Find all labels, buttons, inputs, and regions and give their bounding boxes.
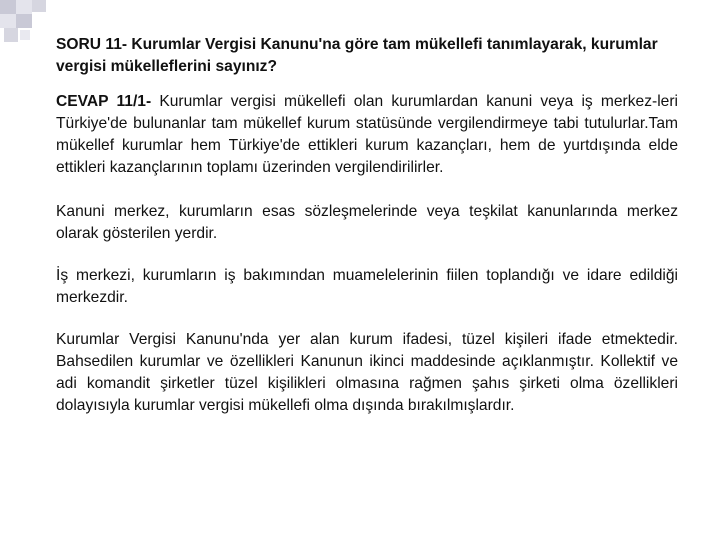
paragraph-kanuni-merkez: Kanuni merkez, kurumların esas sözleşmelerinde veya teşkilat kanunlarında merkez olarak gösterilen yerdir. <box>56 203 678 242</box>
answer-paragraph <box>56 91 678 179</box>
text-content <box>56 34 678 437</box>
question-text: SORU 11- Kurumlar Vergisi Kanunu'na göre tam mükellefi tanımlayarak, kurumlar vergisi mükelleflerini sayınız? <box>56 36 658 75</box>
answer-label: CEVAP 11/1- <box>56 93 152 110</box>
paragraph-is-merkezi: İş merkezi, kurumların iş bakımından muamelelerinin fiilen toplandığı ve idare edildiği merkezdir. <box>56 267 678 306</box>
paragraph-kurum-ifadesi: Kurumlar Vergisi Kanunu'nda yer alan kurum ifadesi, tüzel kişileri ifade etmektedir. Bahsedilen kurumlar ve özellikleri Kanunun ikinci maddesinde açıklanmıştır. Kollektif ve adi komandit şirketler tüzel kişilikleri olmasına rağmen şahıs şirketi olma özellikleri dolayısıyla kurumlar vergisi mükellefi olma dışında bırakılmışlardır. <box>56 331 678 414</box>
checker-decoration <box>0 0 60 48</box>
answer-text: Kurumlar vergisi mükellefi olan kurumlardan kanuni veya iş merkez-leri Türkiye'de bulunanlar tam mükellef kurum statüsünde vergilendirmeye tabi tutulurlar.Tam mükellef kurumlar hem Türkiye'de ettikleri kurum kazançları, hem de yurtdışında elde ettikleri kazançlarının toplamı üzerinden vergilendirilirler. <box>56 93 678 176</box>
